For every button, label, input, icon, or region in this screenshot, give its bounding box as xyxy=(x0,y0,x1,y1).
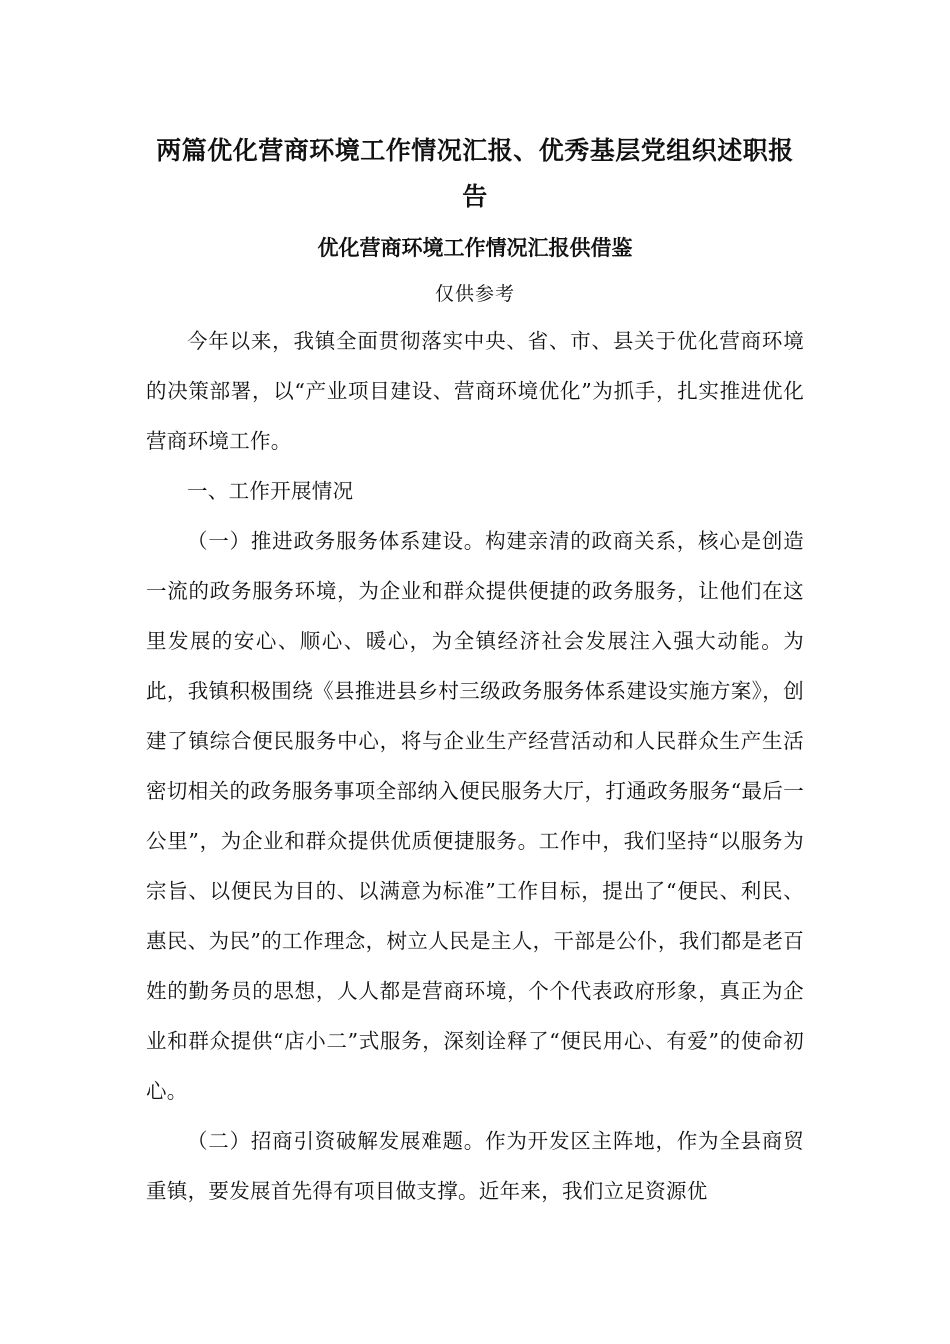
section-heading-work-status: 一、工作开展情况 xyxy=(187,479,354,503)
paragraph-investment: （二）招商引资破解发展难题。作为开发区主阵地，作为全县商贸重镇，要发展首先得有项目做支撑。近年来，我们立足资源优 xyxy=(146,1129,804,1203)
document-content xyxy=(146,128,804,1216)
paragraph-intro: 今年以来，我镇全面贯彻落实中央、省、市、县关于优化营商环境的决策部署，以“产业项目建设、营商环境优化”为抓手，扎实推进优化营商环境工作。 xyxy=(146,329,804,453)
paragraph-government-service: （一）推进政务服务体系建设。构建亲清的政商关系，核心是创造一流的政务服务环境，为企业和群众提供便捷的政务服务，让他们在这里发展的安心、顺心、暖心，为全镇经济社会发展注入强大动能。为此，我镇积极围绕《县推进县乡村三级政务服务体系建设实施方案》，创建了镇综合便民服务中心，将与企业生产经营活动和人民群众生产生活密切相关的政务服务事项全部纳入便民服务大厅，打通政务服务“最后一公里”，为企业和群众提供优质便捷服务。工作中，我们坚持“以服务为宗旨、以便民为目的、以满意为标准”工作目标，提出了“便民、利民、惠民、为民”的工作理念，树立人民是主人，干部是公仆，我们都是老百姓的勤务员的思想，人人都是营商环境，个个代表政府形象，真正为企业和群众提供“店小二”式服务，深刻诠释了“便民用心、有爱”的使命初心。 xyxy=(146,529,804,1103)
reference-note: 仅供参考 xyxy=(434,283,515,305)
document-title: 两篇优化营商环境工作情况汇报、优秀基层党组织述职报告 xyxy=(156,136,794,211)
document-subtitle: 优化营商环境工作情况汇报供借鉴 xyxy=(317,236,633,260)
body-text xyxy=(146,316,804,1216)
